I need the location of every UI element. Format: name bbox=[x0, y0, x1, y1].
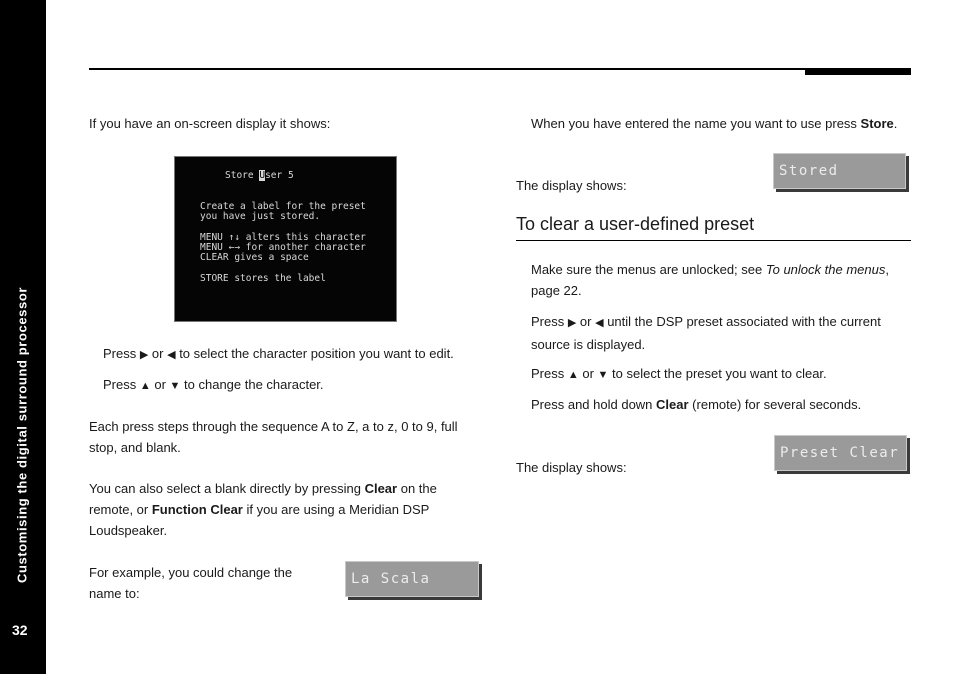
intro-text: If you have an on-screen display it shows: bbox=[89, 116, 331, 131]
osd-line: CLEAR gives a space bbox=[200, 252, 309, 263]
display-shows-label: The display shows: bbox=[516, 460, 627, 475]
down-arrow-icon: ▼ bbox=[169, 380, 181, 392]
right-arrow-icon: ▶ bbox=[567, 317, 577, 329]
entered-name-text: When you have entered the name you want to use press Store. bbox=[531, 116, 898, 131]
unlock-step: Make sure the menus are unlocked; see To unlock the menus, page 22. bbox=[531, 262, 889, 298]
up-arrow-icon: ▲ bbox=[139, 380, 151, 392]
sidebar bbox=[0, 0, 46, 674]
example-text: For example, you could change the name to: bbox=[89, 565, 293, 601]
section-heading: To clear a user-defined preset bbox=[516, 214, 755, 234]
page-number: 32 bbox=[12, 622, 28, 638]
osd-line: MENU ←→ for another character bbox=[200, 242, 366, 253]
select-dsp-step: Press ▶ or ◀ until the DSP preset associated with the current source is displayed. bbox=[531, 314, 881, 352]
lcd-display-preset-clear: Preset Clear bbox=[774, 435, 907, 471]
osd-line: Create a label for the preset bbox=[200, 201, 366, 212]
osd-line: MENU ↑↓ alters this character bbox=[200, 232, 366, 243]
lcd-display-stored: Stored bbox=[773, 153, 906, 189]
osd-line: you have just stored. bbox=[200, 211, 321, 222]
up-arrow-icon: ▲ bbox=[567, 369, 579, 381]
header-rule-tab bbox=[805, 68, 911, 75]
hold-clear-step: Press and hold down Clear (remote) for several seconds. bbox=[531, 397, 862, 412]
osd-line: Store User 5 bbox=[225, 170, 294, 181]
heading-rule bbox=[516, 240, 911, 241]
sequence-text: Each press steps through the sequence A to Z, a to z, 0 to 9, full stop, and blank. bbox=[89, 419, 458, 455]
osd-line: STORE stores the label bbox=[200, 273, 326, 284]
step-select-position: Press ▶ or ◀ to select the character position you want to edit. bbox=[103, 346, 454, 361]
down-arrow-icon: ▼ bbox=[597, 369, 609, 381]
left-arrow-icon: ◀ bbox=[595, 317, 604, 329]
lcd-display-la-scala: La Scala bbox=[345, 561, 479, 597]
blank-text: You can also select a blank directly by pressing Clear on the remote, or Function Clear if you are using a Meridian DSP Loudspeaker. bbox=[89, 481, 437, 538]
select-preset-step: Press ▲ or ▼ to select the preset you want to clear. bbox=[531, 366, 827, 381]
left-arrow-icon: ◀ bbox=[167, 349, 176, 361]
display-shows-label: The display shows: bbox=[516, 178, 627, 193]
on-screen-display-image bbox=[174, 156, 397, 322]
step-change-character: Press ▲ or ▼ to change the character. bbox=[103, 377, 324, 392]
right-arrow-icon: ▶ bbox=[139, 349, 149, 361]
section-title: Customising the digital surround processor bbox=[14, 286, 30, 584]
header-rule bbox=[89, 68, 911, 70]
